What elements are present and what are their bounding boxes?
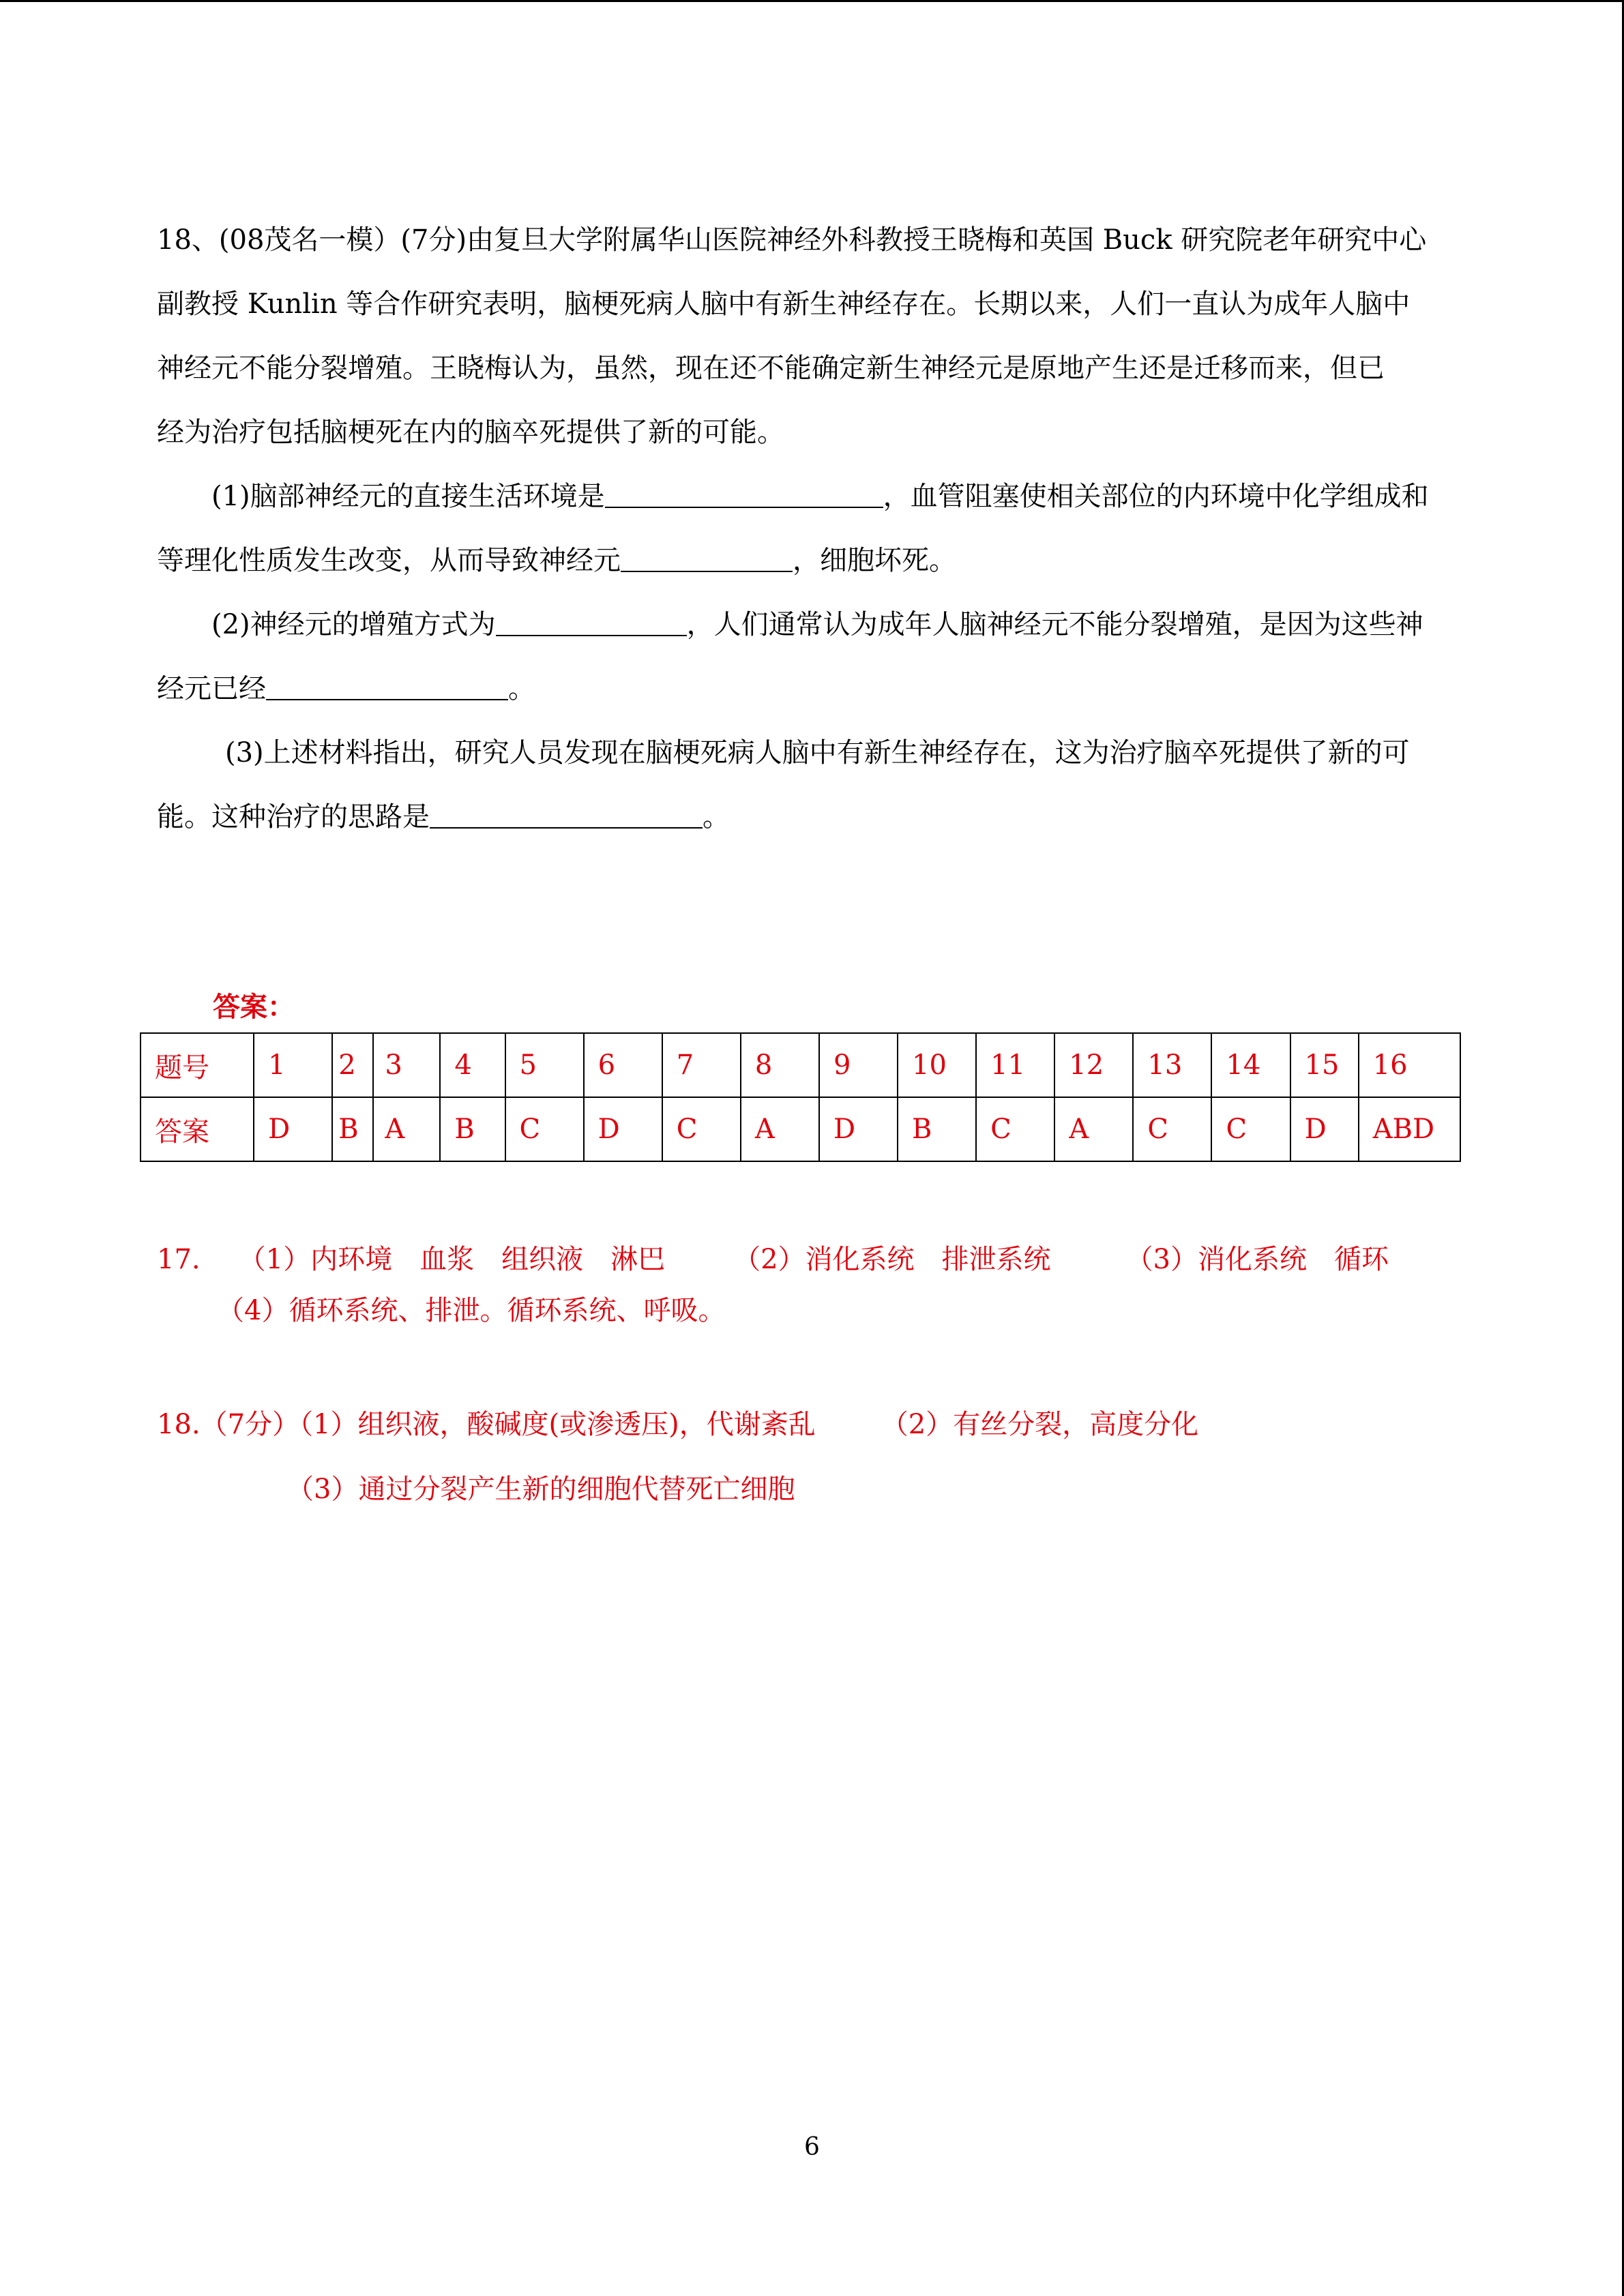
answer-17-line-2: （4）循环系统、排泄。循环系统、呼吸。 bbox=[217, 1295, 726, 1326]
answer-table bbox=[140, 1032, 1461, 1162]
table-cell: C bbox=[976, 1097, 1054, 1161]
table-cell: C bbox=[1211, 1097, 1290, 1161]
subquestion-1-text-a: (1)脑部神经元的直接生活环境是 bbox=[211, 481, 605, 512]
table-row-answers bbox=[141, 1097, 1460, 1161]
subquestion-3-text-c: 。 bbox=[703, 801, 730, 833]
subquestion-1-line-1 bbox=[157, 464, 1473, 528]
answer-18-part-2: （2）有丝分裂，高度分化 bbox=[881, 1409, 1199, 1440]
question-intro-line-2: 副教授 Kunlin 等合作研究表明，脑梗死病人脑中有新生神经存在。长期以来，人们一直认为成年人脑中 bbox=[157, 288, 1411, 320]
answer-18-line-2: （3）通过分裂产生新的细胞代替死亡细胞 bbox=[286, 1474, 795, 1505]
table-cell: A bbox=[1054, 1097, 1133, 1161]
table-cell: 14 bbox=[1211, 1033, 1290, 1097]
subquestion-2-text-c: 经元已经 bbox=[157, 673, 266, 704]
question-intro-line-3: 神经元不能分裂增殖。王晓梅认为，虽然，现在还不能确定新生神经元是原地产生还是迁移而来，但已 bbox=[157, 353, 1385, 384]
table-cell: C bbox=[505, 1097, 584, 1161]
subquestion-2-text-b: ，人们通常认为成年人脑神经元不能分裂增殖，是因为这些神 bbox=[686, 609, 1423, 640]
subquestion-3-text-b: 能。这种治疗的思路是 bbox=[157, 801, 430, 833]
table-cell: ABD bbox=[1359, 1097, 1460, 1161]
answers-heading: 答案： bbox=[213, 991, 295, 1023]
table-cell: 16 bbox=[1359, 1033, 1460, 1097]
answer-17-line-1 bbox=[157, 1238, 1389, 1277]
table-cell: B bbox=[898, 1097, 976, 1161]
answer-17-part-2: （2）消化系统 排泄系统 bbox=[733, 1244, 1051, 1275]
table-row-numbers bbox=[141, 1033, 1460, 1097]
answer-18-line-1 bbox=[157, 1403, 1198, 1442]
subquestion-1-text-d: ，细胞坏死。 bbox=[793, 545, 956, 576]
table-cell: 7 bbox=[662, 1033, 741, 1097]
question-intro-line-4: 经为治疗包括脑梗死在内的脑卒死提供了新的可能。 bbox=[157, 417, 784, 448]
table-cell: 8 bbox=[741, 1033, 819, 1097]
subquestion-2-line-2 bbox=[157, 657, 1473, 721]
answer-17-part-1: （1）内环境 血浆 组织液 淋巴 bbox=[238, 1244, 666, 1275]
top-border bbox=[0, 0, 1624, 2]
answer-17-part-3: （3）消化系统 循环 bbox=[1125, 1244, 1389, 1275]
table-cell: A bbox=[373, 1097, 440, 1161]
table-cell: D bbox=[584, 1097, 662, 1161]
answer-blank-1[interactable] bbox=[605, 481, 883, 508]
question-18 bbox=[157, 208, 1473, 849]
table-cell: 2 bbox=[332, 1033, 373, 1097]
table-cell: 12 bbox=[1054, 1033, 1133, 1097]
table-cell: 1 bbox=[254, 1033, 332, 1097]
subquestion-2-text-d: 。 bbox=[508, 673, 535, 704]
question-intro-line-1: 18、(08茂名一模）(7分)由复旦大学附属华山医院神经外科教授王晓梅和英国 Buck 研究院老年研究中心 bbox=[157, 224, 1427, 256]
table-cell: C bbox=[662, 1097, 741, 1161]
table-cell: C bbox=[1133, 1097, 1211, 1161]
answer-blank-5[interactable] bbox=[430, 801, 703, 829]
table-cell: 9 bbox=[819, 1033, 898, 1097]
table-cell: D bbox=[1290, 1097, 1359, 1161]
table-cell: B bbox=[332, 1097, 373, 1161]
table-cell: D bbox=[819, 1097, 898, 1161]
table-cell: 10 bbox=[898, 1033, 976, 1097]
subquestion-1-line-2 bbox=[157, 528, 1473, 593]
page-number: 6 bbox=[804, 2133, 820, 2161]
answer-blank-3[interactable] bbox=[496, 609, 687, 636]
answer-blank-2[interactable] bbox=[621, 545, 793, 572]
table-cell: D bbox=[254, 1097, 332, 1161]
answer-blank-4[interactable] bbox=[266, 673, 508, 700]
subquestion-2-text-a: (2)神经元的增殖方式为 bbox=[211, 609, 496, 640]
row-label-number: 题号 bbox=[141, 1033, 254, 1097]
table-cell: 3 bbox=[373, 1033, 440, 1097]
subquestion-3-line-1: (3)上述材料指出，研究人员发现在脑梗死病人脑中有新生神经存在，这为治疗脑卒死提供了新的可 bbox=[225, 737, 1410, 769]
table-cell: A bbox=[741, 1097, 819, 1161]
subquestion-1-text-c: 等理化性质发生改变，从而导致神经元 bbox=[157, 545, 621, 576]
table-cell: 5 bbox=[505, 1033, 584, 1097]
table-cell: 13 bbox=[1133, 1033, 1211, 1097]
subquestion-3-line-2 bbox=[157, 785, 1473, 849]
table-cell: 4 bbox=[440, 1033, 505, 1097]
subquestion-1-text-b: ，血管阻塞使相关部位的内环境中化学组成和 bbox=[883, 481, 1429, 512]
subquestion-2-line-1 bbox=[157, 593, 1473, 657]
answer-17-number: 17. bbox=[157, 1244, 201, 1275]
table-cell: B bbox=[440, 1097, 505, 1161]
table-cell: 11 bbox=[976, 1033, 1054, 1097]
row-label-answer: 答案 bbox=[141, 1097, 254, 1161]
table-cell: 15 bbox=[1290, 1033, 1359, 1097]
table-cell: 6 bbox=[584, 1033, 662, 1097]
answer-18-part-1: 18.（7分）（1）组织液，酸碱度(或渗透压)，代谢紊乱 bbox=[157, 1409, 816, 1440]
